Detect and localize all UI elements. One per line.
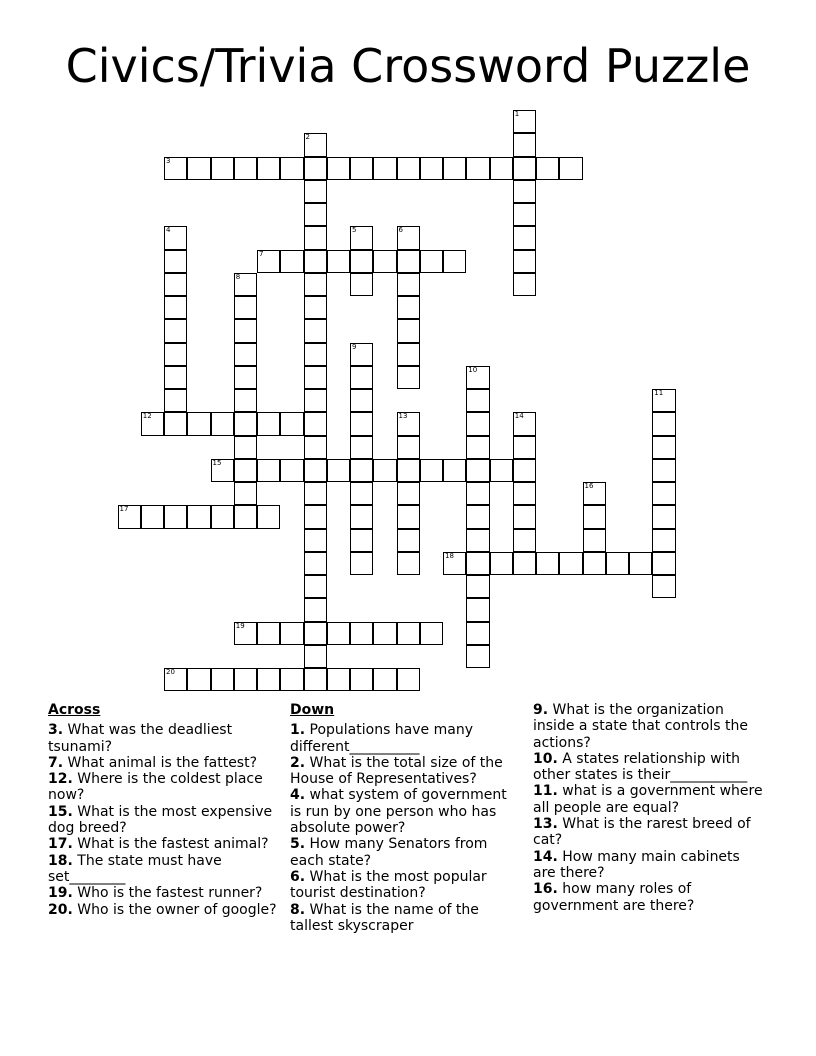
grid-cell[interactable] <box>466 529 489 552</box>
grid-cell[interactable] <box>211 459 234 482</box>
grid-cell[interactable] <box>652 552 675 575</box>
clue-text: What is the organization inside a state that controls the actions? <box>533 702 748 751</box>
down-clue <box>290 836 522 869</box>
clue-number: 20 <box>166 668 175 676</box>
grid-cell[interactable] <box>652 505 675 528</box>
grid-cell[interactable] <box>373 157 396 180</box>
grid-cell[interactable] <box>350 668 373 691</box>
grid-cell[interactable] <box>141 505 164 528</box>
grid-cell[interactable] <box>466 366 489 389</box>
grid-cell[interactable] <box>350 552 373 575</box>
across-heading: Across <box>48 702 101 718</box>
down-clue-list-continued <box>533 702 765 914</box>
clue-text: what system of government is run by one person who has absolute power? <box>290 787 507 837</box>
grid-cell[interactable] <box>327 250 350 273</box>
clue-text: Where is the coldest place now? <box>48 771 263 804</box>
clue-text: What was the deadliest tsunami? <box>48 722 233 755</box>
grid-cell[interactable] <box>350 343 373 366</box>
clue-text: What is the name of the tallest skyscraper <box>290 901 479 934</box>
grid-cell[interactable] <box>583 552 606 575</box>
grid-cell[interactable] <box>466 389 489 412</box>
clue-text: The state must have set________ <box>48 852 222 885</box>
clue-number-label: 18. <box>48 852 73 869</box>
grid-cell[interactable] <box>234 319 257 342</box>
grid-cell[interactable] <box>466 459 489 482</box>
grid-cell[interactable] <box>164 319 187 342</box>
across-clues <box>48 702 280 918</box>
clue-number: 18 <box>445 551 454 560</box>
grid-cell[interactable] <box>397 529 420 552</box>
down-clue <box>290 869 522 902</box>
clue-text: What is the most expensive dog breed? <box>48 803 273 837</box>
grid-cell[interactable] <box>257 459 280 482</box>
grid-cell[interactable] <box>304 203 327 226</box>
clue-text: What is the fastest animal? <box>72 836 269 853</box>
grid-cell[interactable] <box>350 482 373 505</box>
grid-cell[interactable] <box>280 412 303 435</box>
across-clue <box>48 902 280 918</box>
grid-cell[interactable] <box>652 436 675 459</box>
clue-text: What is the total size of the House of Representatives? <box>290 754 503 788</box>
grid-cell[interactable] <box>583 505 606 528</box>
grid-cell[interactable] <box>513 482 536 505</box>
grid-cell[interactable] <box>350 412 373 435</box>
grid-cell[interactable] <box>373 622 396 645</box>
clue-text: what is a government where all people are equal? <box>533 783 763 816</box>
grid-cell[interactable] <box>652 575 675 598</box>
grid-cell[interactable] <box>187 157 210 180</box>
clue-number-label: 16. <box>533 881 558 898</box>
grid-cell[interactable] <box>513 250 536 273</box>
grid-cell[interactable] <box>304 366 327 389</box>
clue-number: 6 <box>398 226 403 235</box>
grid-cell[interactable] <box>443 552 466 575</box>
clue-number-label: 4. <box>290 787 306 804</box>
clue-number: 15 <box>212 458 222 467</box>
grid-cell[interactable] <box>234 157 257 180</box>
grid-cell[interactable] <box>350 459 373 482</box>
clue-text: What is the most popular tourist destination? <box>290 868 487 902</box>
grid-cell[interactable] <box>187 668 210 691</box>
grid-cell[interactable] <box>164 296 187 319</box>
clue-number: 9 <box>352 342 357 351</box>
grid-cell[interactable] <box>490 552 513 575</box>
grid-cell[interactable] <box>559 552 582 575</box>
grid-cell[interactable] <box>211 668 234 691</box>
clue-number: 3 <box>166 156 171 165</box>
grid-cell[interactable] <box>234 505 257 528</box>
grid-cell[interactable] <box>234 296 257 319</box>
clue-number: 17 <box>119 505 129 514</box>
grid-cell[interactable] <box>304 180 327 203</box>
clue-number-label: 8. <box>290 901 306 918</box>
across-clue-list <box>48 722 280 918</box>
grid-cell[interactable] <box>443 459 466 482</box>
clue-number-label: 12. <box>48 771 73 788</box>
grid-cell[interactable] <box>397 622 420 645</box>
grid-cell[interactable] <box>466 505 489 528</box>
grid-cell[interactable] <box>513 157 536 180</box>
grid-cell[interactable] <box>280 622 303 645</box>
grid-cell[interactable] <box>397 366 420 389</box>
clue-number-label: 2. <box>290 754 306 771</box>
grid-cell[interactable] <box>304 668 327 691</box>
grid-cell[interactable] <box>280 459 303 482</box>
grid-cell[interactable] <box>629 552 652 575</box>
grid-cell[interactable] <box>466 552 489 575</box>
clue-number-label: 7. <box>48 754 64 771</box>
grid-cell[interactable] <box>466 436 489 459</box>
grid-cell[interactable] <box>304 459 327 482</box>
grid-cell[interactable] <box>304 482 327 505</box>
grid-cell[interactable] <box>327 459 350 482</box>
grid-cell[interactable] <box>513 133 536 156</box>
grid-cell[interactable] <box>280 668 303 691</box>
grid-cell[interactable] <box>234 343 257 366</box>
grid-cell[interactable] <box>513 436 536 459</box>
grid-cell[interactable] <box>304 436 327 459</box>
clue-text: Who is the fastest runner? <box>72 885 263 902</box>
grid-cell[interactable] <box>257 157 280 180</box>
grid-cell[interactable] <box>397 412 420 435</box>
across-clue <box>48 771 280 804</box>
down-heading: Down <box>290 702 335 718</box>
clue-text: How many main cabinets are there? <box>533 848 740 881</box>
grid-cell[interactable] <box>513 203 536 226</box>
clue-text: What is the rarest breed of cat? <box>533 816 751 849</box>
grid-cell[interactable] <box>397 319 420 342</box>
grid-cell[interactable] <box>652 389 675 412</box>
clue-number-label: 5. <box>290 836 306 853</box>
grid-cell[interactable] <box>118 505 141 528</box>
grid-cell[interactable] <box>304 505 327 528</box>
grid-cell[interactable] <box>304 226 327 249</box>
grid-cell[interactable] <box>397 552 420 575</box>
across-clue <box>48 885 280 901</box>
down-clue <box>290 755 522 788</box>
grid-cell[interactable] <box>304 412 327 435</box>
grid-cell[interactable] <box>257 668 280 691</box>
across-clue <box>48 755 280 771</box>
grid-cell[interactable] <box>304 319 327 342</box>
grid-cell[interactable] <box>257 250 280 273</box>
down-clue-list <box>290 722 522 934</box>
grid-cell[interactable] <box>280 250 303 273</box>
down-clue <box>533 783 765 816</box>
grid-cell[interactable] <box>304 273 327 296</box>
grid-cell[interactable] <box>397 273 420 296</box>
grid-cell[interactable] <box>350 529 373 552</box>
grid-cell[interactable] <box>397 505 420 528</box>
grid-cell[interactable] <box>397 226 420 249</box>
down-clues <box>290 702 522 934</box>
grid-cell[interactable] <box>234 668 257 691</box>
clue-number-label: 20. <box>48 901 73 918</box>
grid-cell[interactable] <box>466 157 489 180</box>
down-clue <box>290 787 522 836</box>
grid-cell[interactable] <box>350 157 373 180</box>
grid-cell[interactable] <box>164 505 187 528</box>
grid-cell[interactable] <box>141 412 164 435</box>
grid-cell[interactable] <box>513 110 536 133</box>
clue-number: 2 <box>305 133 310 142</box>
grid-cell[interactable] <box>397 668 420 691</box>
grid-cell[interactable] <box>257 622 280 645</box>
grid-cell[interactable] <box>606 552 629 575</box>
clue-number: 4 <box>166 226 171 235</box>
grid-cell[interactable] <box>164 226 187 249</box>
grid-cell[interactable] <box>164 412 187 435</box>
clue-number: 8 <box>235 272 241 281</box>
clue-number: 16 <box>584 482 594 490</box>
grid-cell[interactable] <box>513 505 536 528</box>
grid-cell[interactable] <box>234 622 257 645</box>
grid-cell[interactable] <box>652 412 675 435</box>
grid-cell[interactable] <box>397 157 420 180</box>
grid-cell[interactable] <box>164 389 187 412</box>
grid-cell[interactable] <box>466 645 489 668</box>
grid-cell[interactable] <box>466 482 489 505</box>
grid-cell[interactable] <box>443 157 466 180</box>
grid-cell[interactable] <box>536 157 559 180</box>
grid-cell[interactable] <box>304 343 327 366</box>
grid-cell[interactable] <box>490 157 513 180</box>
grid-cell[interactable] <box>304 157 327 180</box>
grid-cell[interactable] <box>234 412 257 435</box>
clue-number: 12 <box>142 412 152 421</box>
grid-cell[interactable] <box>559 157 582 180</box>
grid-cell[interactable] <box>513 180 536 203</box>
across-clue <box>48 853 280 886</box>
grid-cell[interactable] <box>513 273 536 296</box>
down-clue <box>533 816 765 849</box>
down-clue <box>533 849 765 882</box>
across-clue <box>48 836 280 852</box>
grid-cell[interactable] <box>350 366 373 389</box>
grid-cell[interactable] <box>350 505 373 528</box>
clue-text: how many roles of government are there? <box>533 881 695 914</box>
grid-cell[interactable] <box>327 668 350 691</box>
grid-cell[interactable] <box>234 273 257 296</box>
grid-cell[interactable] <box>304 575 327 598</box>
across-clue <box>48 804 280 837</box>
grid-cell[interactable] <box>234 366 257 389</box>
grid-cell[interactable] <box>211 157 234 180</box>
clue-text: What animal is the fattest? <box>63 754 258 771</box>
grid-cell[interactable] <box>234 482 257 505</box>
grid-cell[interactable] <box>420 622 443 645</box>
grid-cell[interactable] <box>164 273 187 296</box>
grid-cell[interactable] <box>466 598 489 621</box>
grid-cell[interactable] <box>466 412 489 435</box>
clue-text: How many Senators from each state? <box>290 836 488 869</box>
grid-cell[interactable] <box>187 412 210 435</box>
down-clue <box>290 902 522 935</box>
down-clue <box>533 702 765 751</box>
grid-cell[interactable] <box>327 157 350 180</box>
grid-cell[interactable] <box>652 482 675 505</box>
clue-number-label: 9. <box>533 702 549 718</box>
grid-cell[interactable] <box>304 598 327 621</box>
grid-cell[interactable] <box>350 622 373 645</box>
grid-cell[interactable] <box>304 296 327 319</box>
down-clues-continued <box>533 702 765 914</box>
clue-number: 10 <box>468 365 478 374</box>
grid-cell[interactable] <box>420 250 443 273</box>
grid-cell[interactable] <box>466 622 489 645</box>
grid-cell[interactable] <box>350 436 373 459</box>
down-clue <box>290 722 522 755</box>
grid-cell[interactable] <box>443 250 466 273</box>
grid-cell[interactable] <box>536 552 559 575</box>
grid-cell[interactable] <box>164 668 187 691</box>
grid-cell[interactable] <box>583 482 606 505</box>
puzzle-title: Civics/Trivia Crossword Puzzle <box>65 39 751 93</box>
clue-number-label: 1. <box>290 722 306 739</box>
grid-cell[interactable] <box>234 459 257 482</box>
clue-number: 5 <box>352 226 357 235</box>
grid-cell[interactable] <box>211 505 234 528</box>
grid-cell[interactable] <box>513 226 536 249</box>
clue-number-label: 13. <box>533 816 558 833</box>
grid-cell[interactable] <box>513 529 536 552</box>
grid-cell[interactable] <box>513 552 536 575</box>
grid-cell[interactable] <box>397 436 420 459</box>
down-clue <box>533 751 765 784</box>
grid-cell[interactable] <box>350 250 373 273</box>
grid-cell[interactable] <box>350 226 373 249</box>
clue-number: 13 <box>398 412 408 421</box>
grid-cell[interactable] <box>304 250 327 273</box>
clue-number-label: 14. <box>533 848 558 865</box>
grid-cell[interactable] <box>513 459 536 482</box>
grid-cell[interactable] <box>164 343 187 366</box>
grid-cell[interactable] <box>397 250 420 273</box>
grid-cell[interactable] <box>420 157 443 180</box>
grid-cell[interactable] <box>397 482 420 505</box>
grid-cell[interactable] <box>373 668 396 691</box>
down-clue <box>533 881 765 914</box>
grid-cell[interactable] <box>257 412 280 435</box>
grid-cell[interactable] <box>304 133 327 156</box>
grid-cell[interactable] <box>652 459 675 482</box>
grid-cell[interactable] <box>234 389 257 412</box>
clue-number-label: 15. <box>48 803 73 820</box>
grid-cell[interactable] <box>164 157 187 180</box>
grid-cell[interactable] <box>373 459 396 482</box>
clue-number: 14 <box>514 412 524 421</box>
grid-cell[interactable] <box>373 250 396 273</box>
grid-cell[interactable] <box>234 436 257 459</box>
grid-cell[interactable] <box>350 389 373 412</box>
grid-cell[interactable] <box>304 529 327 552</box>
grid-cell[interactable] <box>211 412 234 435</box>
grid-cell[interactable] <box>350 273 373 296</box>
grid-cell[interactable] <box>304 552 327 575</box>
clue-number: 7 <box>259 249 264 258</box>
grid-cell[interactable] <box>327 622 350 645</box>
clue-number-label: 17. <box>48 836 73 853</box>
clue-text: Who is the owner of google? <box>72 901 277 918</box>
clue-number-label: 6. <box>290 868 306 885</box>
clue-text: Populations have many different__________ <box>290 722 473 755</box>
grid-cell[interactable] <box>164 250 187 273</box>
clue-text: A states relationship with other states is their___________ <box>533 750 748 784</box>
grid-cell[interactable] <box>420 459 443 482</box>
grid-cell[interactable] <box>583 529 606 552</box>
grid-cell[interactable] <box>397 296 420 319</box>
across-clue <box>48 722 280 755</box>
clue-number-label: 3. <box>48 722 64 739</box>
clue-number: 11 <box>654 389 664 397</box>
grid-cell[interactable] <box>652 529 675 552</box>
grid-cell[interactable] <box>513 412 536 435</box>
clue-number: 19 <box>235 621 245 630</box>
grid-cell[interactable] <box>304 389 327 412</box>
grid-cell[interactable] <box>466 575 489 598</box>
clue-number-label: 10. <box>533 750 558 767</box>
clue-number-label: 19. <box>48 885 73 902</box>
grid-cell[interactable] <box>397 343 420 366</box>
grid-cell[interactable] <box>304 645 327 668</box>
grid-cell[interactable] <box>397 459 420 482</box>
grid-cell[interactable] <box>490 459 513 482</box>
grid-cell[interactable] <box>164 366 187 389</box>
clue-number-label: 11. <box>533 783 558 800</box>
grid-cell[interactable] <box>257 505 280 528</box>
grid-cell[interactable] <box>304 622 327 645</box>
clue-number: 1 <box>514 110 520 118</box>
grid-cell[interactable] <box>280 157 303 180</box>
grid-cell[interactable] <box>187 505 210 528</box>
